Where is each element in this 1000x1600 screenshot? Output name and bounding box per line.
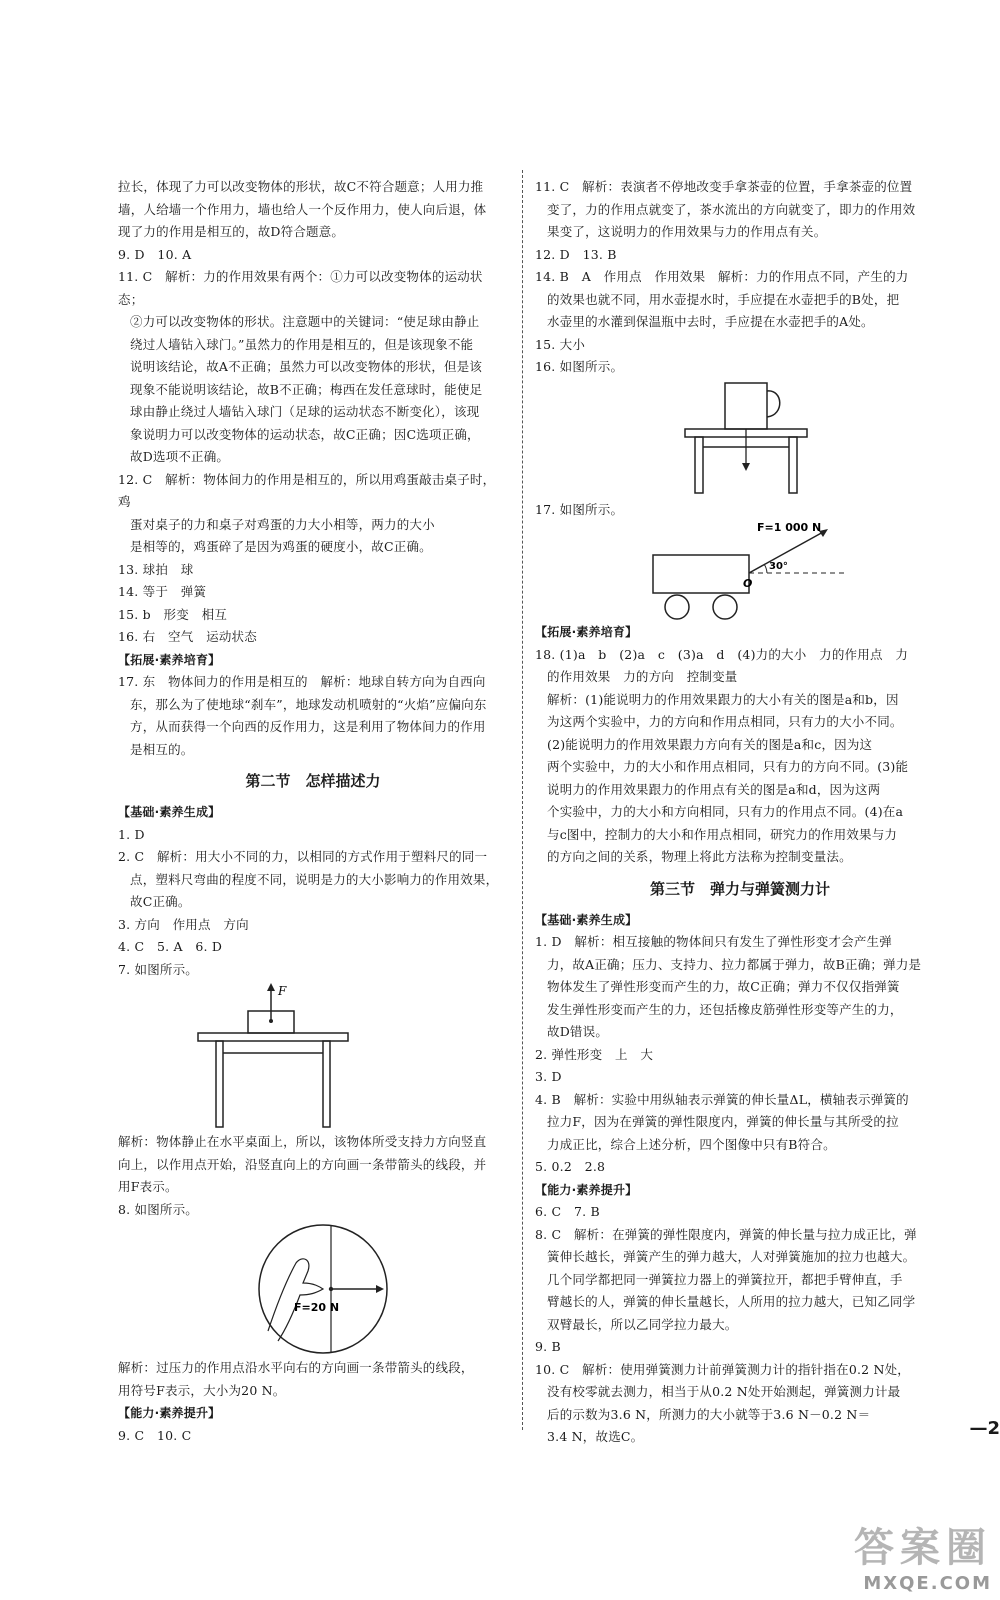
cart-force-diagram <box>535 521 945 621</box>
text-line: 1. D 解析：相互接触的物体间只有发生了弹性形变才会产生弹 <box>535 934 892 949</box>
answer-12 <box>118 469 508 559</box>
force-label: F=1 000 N <box>757 521 822 534</box>
force-arrowhead <box>376 1285 384 1293</box>
angle-label: 30° <box>769 561 788 572</box>
answer-16: 16. 如图所示。 <box>535 359 624 374</box>
text-line: 没有校零就去测力，相当于从0.2 N处开始测起，弹簧测力计最 <box>547 1384 901 1399</box>
left-column <box>118 176 508 1447</box>
text-line: 解析：过压力的作用点沿水平向右的方向画一条带箭头的线段， <box>118 1360 474 1375</box>
text-line: 簧伸长越长，弹簧产生的弹力越大，人对弹簧施加的拉力也越大。 <box>547 1249 916 1264</box>
text-line: 变了，力的作用点就变了，茶水流出的方向就变了，即力的作用效 <box>547 201 916 217</box>
text-line: 个实验中，力的大小和方向相同，只有力的作用点不同。(4)在a <box>547 804 904 819</box>
answer-17: 17. 如图所示。 <box>535 501 624 517</box>
section-title: 第二节 怎样描述力 <box>245 772 381 790</box>
section-label: 【拓展·素养培育】 <box>118 652 221 667</box>
answer-14: 14. 等于 弹簧 <box>118 584 207 599</box>
answer-s8-explanation <box>118 1357 508 1402</box>
force-point <box>269 1019 273 1023</box>
page-number: —2 <box>969 1418 1000 1439</box>
text-line: 力，故A正确；压力、支持力、拉力都属于弹力，故B正确；弹力是 <box>547 956 922 972</box>
cup-body <box>725 383 767 429</box>
text-line: 3.4 N，故选C。 <box>547 1429 644 1444</box>
text-line: 后的示数为3.6 N，所测力的大小就等于3.6 N－0.2 N＝ <box>547 1406 871 1422</box>
text-line: 故C正确。 <box>130 894 191 909</box>
answer-13: 13. 球拍 球 <box>118 561 194 577</box>
text-line: 8. C 解析：在弹簧的弹性限度内，弹簧的伸长量与拉力成正比，弹 <box>535 1226 917 1242</box>
text-line: 几个同学都把同一弹簧拉力器上的弹簧拉开，都把手臂伸直，手 <box>547 1271 903 1287</box>
table-leg <box>323 1041 330 1127</box>
section-label: 【能力·素养提升】 <box>118 1406 221 1420</box>
text-line: 的作用效果 力的方向 控制变量 <box>547 669 738 684</box>
answer-9-10: 9. D 10. A <box>118 246 192 262</box>
text-line: 4. B 解析：实验中用纵轴表示弹簧的伸长量ΔL，横轴表示弹簧的 <box>535 1091 909 1107</box>
text-line: 现了力的作用是相互的，故D符合题意。 <box>118 224 345 239</box>
text-line: 用符号F表示，大小为20 N。 <box>118 1382 286 1398</box>
table-leg <box>789 437 797 493</box>
cart-body <box>653 555 749 593</box>
text-line: 解析：(1)能说明力的作用效果跟力的大小有关的图是a和b，因 <box>547 691 899 707</box>
text-line: 14. B A 作用点 作用效果 解析：力的作用点不同，产生的力 <box>535 269 909 284</box>
answer-14 <box>535 266 945 334</box>
answer-t3: 3. D <box>535 1069 562 1084</box>
answer-15: 15. 大小 <box>535 336 586 352</box>
text-line: 12. C 解析：物体间力的作用是相互的，所以用鸡蛋敲击桌子时，鸡 <box>118 471 496 509</box>
answer-t6: 6. C 7. B <box>535 1204 600 1219</box>
text-line: 故D错误。 <box>547 1024 609 1039</box>
section-label: 【拓展·素养培育】 <box>535 625 638 639</box>
table-leg <box>216 1041 223 1127</box>
watermark-url: MXQE.COM <box>863 1573 992 1594</box>
text-line: 用F表示。 <box>118 1179 178 1194</box>
section-title: 第三节 弹力与弹簧测力计 <box>649 879 830 898</box>
text-line: 的效果也就不同，用水壶提水时，手应提在水壶把手的B处，把 <box>547 291 900 307</box>
text-line: 拉长，体现了力可以改变物体的形状，故C不符合题意；人用力推 <box>118 179 484 194</box>
answer-t8 <box>535 1224 945 1337</box>
answer-11 <box>118 266 508 469</box>
text-line: 方，从而获得一个向西的反作用力，这是利用了物体间力的作用 <box>130 719 486 734</box>
cart-wheel <box>665 595 689 619</box>
text-line: 的方向之间的关系，物理上将此方法称为控制变量法。 <box>547 849 852 864</box>
answer-18-explanation <box>535 689 945 869</box>
answer-s3: 3. 方向 作用点 方向 <box>118 916 249 932</box>
answer-t4 <box>535 1089 945 1157</box>
tabletop <box>198 1033 348 1041</box>
text-line: 现象不能说明该结论，故B不正确；梅西在发任意球时，能使足 <box>130 381 483 397</box>
table-force-diagram <box>118 981 508 1131</box>
text-line: 物体发生了弹性形变而产生的力，故C正确；弹力不仅仅指弹簧 <box>547 979 900 994</box>
text-line: 绕过人墙钻入球门。”虽然力的作用是相互的，但是该现象不能 <box>130 336 474 352</box>
figure-cup-on-table <box>535 379 945 499</box>
answer-t9: 9. B <box>535 1339 561 1354</box>
table-leg <box>695 437 703 493</box>
text-line: 象说明力可以改变物体的运动状态，故C正确；因C选项正确， <box>130 426 480 442</box>
answer-16: 16. 右 空气 运动状态 <box>118 629 257 644</box>
watermark-logo: 答案圈 <box>854 1525 992 1571</box>
text-line: 水壶里的水灌到保温瓶中去时，手应提在水壶把手的A处。 <box>547 314 874 329</box>
text-line: 向上，以作用点开始，沿竖直向上的方向画一条带箭头的线段，并 <box>118 1156 487 1172</box>
answer-s4: 4. C 5. A 6. D <box>118 939 223 954</box>
text-line: 臂越长的人，弹簧的伸长量越长，人所用的拉力越大，已知乙同学 <box>547 1294 916 1309</box>
force-label: F=20 N <box>294 1301 340 1314</box>
text-line: 2. C 解析：用大小不同的力，以相同的方式作用于塑料尺的同一 <box>118 849 488 864</box>
text-line: 与c图中，控制力的大小和作用点相同，研究力的作用效果与力 <box>547 826 898 842</box>
answer-t5: 5. 0.2 2.8 <box>535 1159 606 1174</box>
force-arrowhead <box>267 983 275 991</box>
text-line: 发生弹性形变而产生的力，还包括橡皮筋弹性形变等产生的力， <box>547 1001 903 1017</box>
text-line: 说明力的作用效果跟力的作用点有关的图是a和d，因为这两 <box>547 781 881 797</box>
answer-17 <box>118 671 508 761</box>
answer-s2 <box>118 846 508 914</box>
text-line: 双臂最长，所以乙同学拉力最大。 <box>547 1316 738 1332</box>
answer-t10 <box>535 1359 945 1449</box>
answer-15: 15. b 形变 相互 <box>118 606 228 622</box>
section-label: 【能力·素养提升】 <box>535 1182 638 1197</box>
answer-11 <box>535 176 945 244</box>
figure-thumb-pressure <box>118 1221 508 1357</box>
answer-s9: 9. C 10. C <box>118 1427 192 1443</box>
force-label: F <box>278 984 287 998</box>
answer-s8: 8. 如图所示。 <box>118 1201 198 1217</box>
text-line: 11. C 解析：力的作用效果有两个：①力可以改变物体的运动状态； <box>118 269 483 307</box>
force-arrowhead <box>742 463 750 471</box>
section-label: 【基础·素养生成】 <box>535 912 638 927</box>
answer-12-13: 12. D 13. B <box>535 246 617 262</box>
text-line: 说明该结论，故A不正确；虽然力可以改变物体的形状，但是该 <box>130 359 483 374</box>
text-line: 18. (1)a b (2)a c (3)a d (4)力的大小 力的作用点 力 <box>535 646 909 662</box>
text-line: 11. C 解析：表演者不停地改变手拿茶壶的位置，手拿茶壶的位置 <box>535 179 913 194</box>
right-column <box>535 176 945 1449</box>
cart-wheel <box>713 595 737 619</box>
answer-s1: 1. D <box>118 826 145 842</box>
text-line: 果变了，这说明力的作用效果与力的作用点有关。 <box>547 224 827 239</box>
text-line: 东，那么为了使地球“刹车”，地球发动机喷射的“火焰”应偏向东 <box>130 696 487 712</box>
text-line: 球由静止绕过人墙钻入球门（足球的运动状态不断变化），该现 <box>130 404 480 419</box>
text-line: 17. 东 物体间力的作用是相互的 解析：地球自转方向为自西向 <box>118 674 486 689</box>
text-line: 力成正比，综合上述分析，四个图像中只有B符合。 <box>547 1136 836 1152</box>
text-line: (2)能说明力的作用效果跟力方向有关的图是a和c，因为这 <box>547 736 873 752</box>
figure-table-support-force <box>118 981 508 1131</box>
text-line: 故D选项不正确。 <box>130 449 230 464</box>
text-line: 解析：物体静止在水平桌面上，所以，该物体所受支持力方向竖直 <box>118 1134 487 1149</box>
answer-s7: 7. 如图所示。 <box>118 961 198 977</box>
answer-s7-explanation <box>118 1131 508 1199</box>
text-line: 是相互的。 <box>130 741 194 757</box>
text-line: 是相等的，鸡蛋碎了是因为鸡蛋的硬度小，故C正确。 <box>130 539 432 554</box>
cup-handle <box>767 390 780 416</box>
text-line: 两个实验中，力的大小和作用点相同，只有力的方向不同。(3)能 <box>547 759 909 774</box>
text-line: 10. C 解析：使用弹簧测力计前弹簧测力计的指针指在0.2 N处， <box>535 1361 911 1377</box>
text-line: 拉力F，因为在弹簧的弹性限度内，弹簧的伸长量与其所受的拉 <box>547 1114 899 1129</box>
angle-arc <box>764 564 767 573</box>
text-line: 蛋对桌子的力和桌子对鸡蛋的力大小相等，两力的大小 <box>130 516 435 532</box>
cup-force-diagram <box>535 379 945 499</box>
column-divider <box>522 170 523 1430</box>
text-line: ②力可以改变物体的形状。注意题中的关键词：“使足球由静止 <box>130 314 480 329</box>
answer-18 <box>535 644 945 689</box>
text-line: 为这两个实验中，力的方向和作用点相同，只有力的大小不同。 <box>547 714 903 729</box>
text-line: 点，塑料尺弯曲的程度不同，说明是力的大小影响力的作用效果， <box>130 871 499 887</box>
force-point <box>329 1287 333 1291</box>
site-watermark <box>854 1516 992 1594</box>
thumb-force-diagram <box>118 1221 508 1357</box>
thumb-shape <box>268 1259 323 1341</box>
answer-t1 <box>535 931 945 1044</box>
answer-t2: 2. 弹性形变 上 大 <box>535 1046 654 1062</box>
section-label: 【基础·素养生成】 <box>118 805 221 819</box>
text-line: 墙，人给墙一个作用力，墙也给人一个反作用力，使人向后退，体 <box>118 201 487 217</box>
figure-cart-pull <box>535 521 945 621</box>
point-o-label: O <box>743 577 753 590</box>
